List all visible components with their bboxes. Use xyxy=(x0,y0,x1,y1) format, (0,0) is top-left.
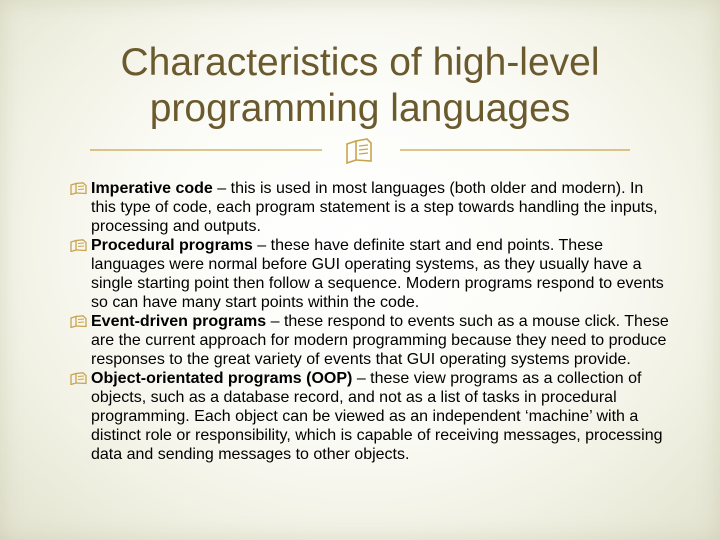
bullet-text: – these view programs as a collection of objects, such as a database record, and not as a list of tasks in procedural programming. Each object can be viewed as an independent ‘machine’ with a distinct role or responsibility, which is capable of receiving messages, processing data and sending messages to other objects. xyxy=(91,370,663,463)
scroll-book-icon xyxy=(70,372,87,385)
bullet-term: Procedural programs xyxy=(91,237,253,254)
scroll-book-icon xyxy=(70,315,87,328)
bullet-term: Object-orientated programs (OOP) xyxy=(91,370,353,387)
bullet-text: – this is used in most languages (both older and modern). In this type of code, each program statement is a step towards handling the inputs, processing and outputs. xyxy=(91,180,658,235)
title-divider xyxy=(90,136,630,166)
title-line-2: programming languages xyxy=(149,87,571,130)
bullet-text: – these respond to events such as a mouse click. These are the current approach for modern programming because they need to produce responses to the great variety of events that GUI operating systems provide. xyxy=(91,313,669,368)
list-item xyxy=(70,312,670,369)
bullet-text: – these have definite start and end points. These languages were normal before GUI operating systems, as they usually have a single starting point then follow a sequence. Modern programs respond to events so can have many start points within the code. xyxy=(91,237,664,311)
list-item xyxy=(70,179,670,236)
slide-title xyxy=(60,40,660,132)
scroll-book-icon xyxy=(347,139,371,163)
bullet-list xyxy=(70,179,670,464)
scroll-book-icon xyxy=(70,239,87,252)
title-line-1: Characteristics of high-level xyxy=(120,41,600,84)
scroll-book-icon xyxy=(70,182,87,195)
list-item xyxy=(70,236,670,312)
bullet-term: Imperative code xyxy=(91,180,213,197)
bullet-term: Event-driven programs xyxy=(91,313,267,330)
list-item xyxy=(70,369,670,464)
